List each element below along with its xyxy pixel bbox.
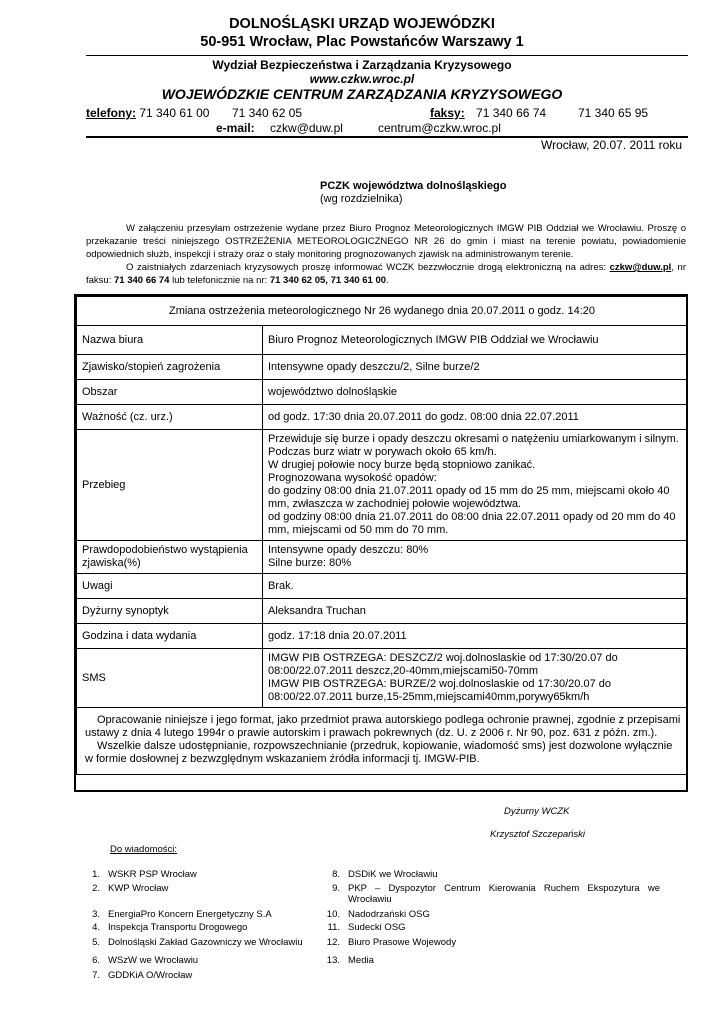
copyright-note bbox=[77, 708, 688, 775]
website-link[interactable]: www.czkw.wroc.pl bbox=[309, 72, 415, 86]
table-row bbox=[77, 430, 688, 541]
fax-row bbox=[430, 106, 546, 120]
row-label: Obszar bbox=[77, 380, 263, 405]
item-number: 12. bbox=[326, 937, 340, 948]
probability-line: Intensywne opady deszczu: 80% bbox=[268, 544, 429, 556]
przebieg-line: W drugiej połowie nocy burze będą stopniowo zanikać. bbox=[268, 459, 536, 471]
intro-p2-end: . bbox=[386, 275, 389, 286]
fax-label: faksy: bbox=[430, 106, 465, 120]
row-value: Brak. bbox=[263, 574, 688, 599]
email-label: e-mail: bbox=[216, 121, 255, 135]
przebieg-line: Prognozowana wysokość opadów: bbox=[268, 472, 437, 484]
item-number: 9. bbox=[332, 883, 340, 894]
row-value: województwo dolnośląskie bbox=[263, 380, 688, 405]
list-item bbox=[320, 909, 430, 920]
fax-2: 71 340 65 95 bbox=[578, 106, 649, 120]
row-value: Intensywne opady deszczu/2, Silne burze/2 bbox=[263, 355, 688, 380]
item-number: 7. bbox=[92, 970, 100, 981]
przebieg-line: do godziny 08:00 dnia 21.07.2011 opady od 15 mm do 25 mm, miejscami około 40 mm, zwłaszcza w zachodniej połowie województwa. bbox=[268, 485, 670, 510]
table-row bbox=[77, 541, 688, 574]
table-row bbox=[77, 380, 688, 405]
document-date: Wrocław, 20.07. 2011 roku bbox=[541, 138, 682, 152]
item-number: 10. bbox=[326, 909, 340, 920]
fax-1: 71 340 66 74 bbox=[476, 106, 547, 120]
table-row bbox=[77, 355, 688, 380]
recipient-name: PCZK województwa dolnośląskiego bbox=[320, 180, 507, 192]
row-value: godz. 17:18 dnia 20.07.2011 bbox=[263, 624, 688, 649]
przebieg-line: Przewiduje się burze i opady deszczu okresami o natężeniu umiarkowanym i silnym. Podczas burz wiatr w porywach około 65 km/h. bbox=[268, 433, 679, 458]
warning-title: Zmiana ostrzeżenia meteorologicznego Nr 26 wydanego dnia 20.07.2011 o godz. 14:20 bbox=[77, 297, 688, 326]
copyright-line: Wszelkie dalsze udostępnianie, rozpowszechnianie (przedruk, kopiowanie, wiadomość sms) jest dozwolone wyłącznie w formie dosłownej z bezwzględnym wskazaniem źródła informacji tj. IMGW-PIB. bbox=[85, 740, 673, 765]
row-label: Dyżurny synoptyk bbox=[77, 599, 263, 624]
table-row bbox=[77, 574, 688, 599]
table-row bbox=[77, 405, 688, 430]
sms-label: SMS bbox=[77, 649, 263, 708]
office-name: DOLNOŚLĄSKI URZĄD WOJEWÓDZKI bbox=[229, 16, 495, 32]
row-label: Godzina i data wydania bbox=[77, 624, 263, 649]
item-text: Nadodrzański OSG bbox=[348, 909, 430, 920]
table-row bbox=[77, 624, 688, 649]
list-item bbox=[80, 883, 168, 894]
list-item bbox=[80, 970, 192, 981]
table-row bbox=[77, 708, 688, 775]
row-value: Biuro Prognoz Meteorologicznych IMGW PIB Oddział we Wrocławiu bbox=[263, 326, 688, 355]
item-text: GDDKiA O/Wrocław bbox=[108, 970, 193, 981]
item-text: Sudecki OSG bbox=[348, 922, 406, 933]
intro-p2-text: O zaistniałych zdarzeniach kryzysowych proszę informować WCZK bezzwłocznie drogą elektroniczną na adres: bbox=[126, 262, 606, 273]
probability-value bbox=[263, 541, 688, 574]
item-number: 5. bbox=[92, 937, 100, 948]
email-row bbox=[216, 121, 343, 135]
item-number: 8. bbox=[332, 869, 340, 880]
header-divider bbox=[86, 55, 688, 56]
row-label: Uwagi bbox=[77, 574, 263, 599]
row-label: Ważność (cz. urz.) bbox=[77, 405, 263, 430]
signature-role: Dyżurny WCZK bbox=[504, 806, 570, 817]
department-name: Wydział Bezpieczeństwa i Zarządzania Kryzysowego bbox=[212, 58, 512, 72]
recipient bbox=[320, 180, 506, 206]
table-row bbox=[77, 599, 688, 624]
item-number: 6. bbox=[92, 955, 100, 966]
distribution-heading: Do wiadomości: bbox=[110, 844, 178, 855]
item-number: 4. bbox=[92, 922, 100, 933]
table-row bbox=[77, 649, 688, 708]
office-address: 50-951 Wrocław, Plac Powstańców Warszawy 1 bbox=[200, 34, 524, 50]
item-number: 13. bbox=[326, 955, 340, 966]
row-label: Zjawisko/stopień zagrożenia bbox=[77, 355, 263, 380]
item-text: EnergiaPro Koncern Energetyczny S.A bbox=[108, 909, 272, 920]
list-item bbox=[80, 937, 303, 948]
list-item bbox=[320, 922, 406, 933]
probability-line: Silne burze: 80% bbox=[268, 557, 352, 569]
phones-row bbox=[86, 106, 209, 120]
center-name: WOJEWÓDZKIE CENTRUM ZARZĄDZANIA KRYZYSOWEGO bbox=[161, 86, 563, 102]
item-text: WSzW we Wrocławiu bbox=[108, 955, 199, 966]
list-item bbox=[320, 869, 438, 880]
signature-name: Krzysztof Szczepański bbox=[490, 829, 586, 840]
phones-label: telefony: bbox=[86, 106, 137, 120]
item-number: 2. bbox=[92, 883, 100, 894]
probability-label: Prawdopodobieństwo wystąpienia zjawiska(%) bbox=[77, 541, 263, 574]
item-text: Dolnośląski Zakład Gazowniczy we Wrocławiu bbox=[108, 937, 303, 948]
email-2[interactable]: centrum@czkw.wroc.pl bbox=[378, 121, 501, 135]
intro-p2-phone-text: lub telefonicznie na nr: bbox=[172, 275, 268, 286]
item-text: WSKR PSP Wrocław bbox=[108, 869, 197, 880]
intro-paragraph-1: W załączeniu przesyłam ostrzeżenie wydane przez Biuro Prognoz Meteorologicznych IMGW PIB Oddział we Wrocławiu. Proszę o przekazanie treści niniejszego OSTRZEŻENIA METEOROLOGICZNEGO NR 26 do gmin i miast na terenie powiatu, powiadomienie odpowiednich służb, inspekcji i straży oraz o stały monitoring prognozowanych zjawisk na administrowanym terenie. bbox=[86, 223, 686, 260]
row-value: od godz. 17:30 dnia 20.07.2011 do godz. 08:00 dnia 22.07.2011 bbox=[263, 405, 688, 430]
email-1[interactable]: czkw@duw.pl bbox=[270, 121, 343, 135]
sms-line: IMGW PIB OSTRZEGA: BURZE/2 woj.dolnoslaskie od 17:30/20.07 do 08:00/22.07.2011 burze,15-25mm,miejscami40mm,porywy65km/h bbox=[268, 678, 611, 703]
copyright-line: Opracowanie niniejsze i jego format, jako przedmiot prawa autorskiego podlega ochronie prawnej, zgodnie z przepisami ustawy z dnia 4 lutego 1994r o prawie autorskim i prawach pokrewnych (dz. U. z 2006 r. Nr 90, poz. 631 z późn. zm.). bbox=[85, 714, 681, 739]
intro-fax: 71 340 66 74 bbox=[114, 275, 170, 286]
phone-2: 71 340 62 05 bbox=[232, 106, 303, 120]
przebieg-line: od godziny 08:00 dnia 21.07.2011 do 08:00 dnia 22.07.2011 opady od 20 mm do 40 mm, miejscami od 50 mm do 70 mm. bbox=[268, 511, 676, 536]
list-item bbox=[320, 883, 660, 905]
intro-p2-fax-text: , nr faksu: bbox=[86, 262, 687, 286]
table-row bbox=[77, 326, 688, 355]
list-item bbox=[80, 955, 198, 966]
item-text: PKP – Dyspozytor Centrum Kierowania Ruchem Ekspozytura we Wrocławiu bbox=[348, 883, 660, 905]
list-item bbox=[80, 922, 247, 933]
recipient-note: (wg rozdzielnika) bbox=[320, 193, 403, 205]
table-row bbox=[77, 297, 688, 326]
row-value: Aleksandra Truchan bbox=[263, 599, 688, 624]
item-text: Inspekcja Transportu Drogowego bbox=[108, 922, 248, 933]
item-number: 1. bbox=[92, 869, 100, 880]
przebieg-value bbox=[263, 430, 688, 541]
item-text: Biuro Prasowe Wojewody bbox=[348, 937, 457, 948]
intro-phones: 71 340 62 05, 71 340 61 00 bbox=[269, 275, 387, 286]
item-number: 3. bbox=[92, 909, 100, 920]
intro-text bbox=[86, 222, 686, 287]
row-label: Nazwa biura bbox=[77, 326, 263, 355]
sms-value bbox=[263, 649, 688, 708]
sms-line: IMGW PIB OSTRZEGA: DESZCZ/2 woj.dolnoslaskie od 17:30/20.07 do 08:00/22.07.2011 deszcz,20-40mm,miejscami50-70mm bbox=[268, 652, 618, 677]
item-text: KWP Wrocław bbox=[108, 883, 169, 894]
item-text: DSDiK we Wrocławiu bbox=[348, 869, 438, 880]
item-text: Media bbox=[348, 955, 374, 966]
list-item bbox=[80, 909, 272, 920]
item-number: 11. bbox=[327, 922, 340, 933]
warning-table bbox=[76, 296, 688, 775]
list-item bbox=[80, 869, 197, 880]
list-item bbox=[320, 937, 456, 948]
phone-1: 71 340 61 00 bbox=[139, 106, 210, 120]
przebieg-label: Przebieg bbox=[77, 430, 263, 541]
intro-paragraph-2 bbox=[86, 261, 686, 287]
intro-email[interactable]: czkw@duw.pl bbox=[609, 262, 672, 273]
list-item bbox=[320, 955, 374, 966]
